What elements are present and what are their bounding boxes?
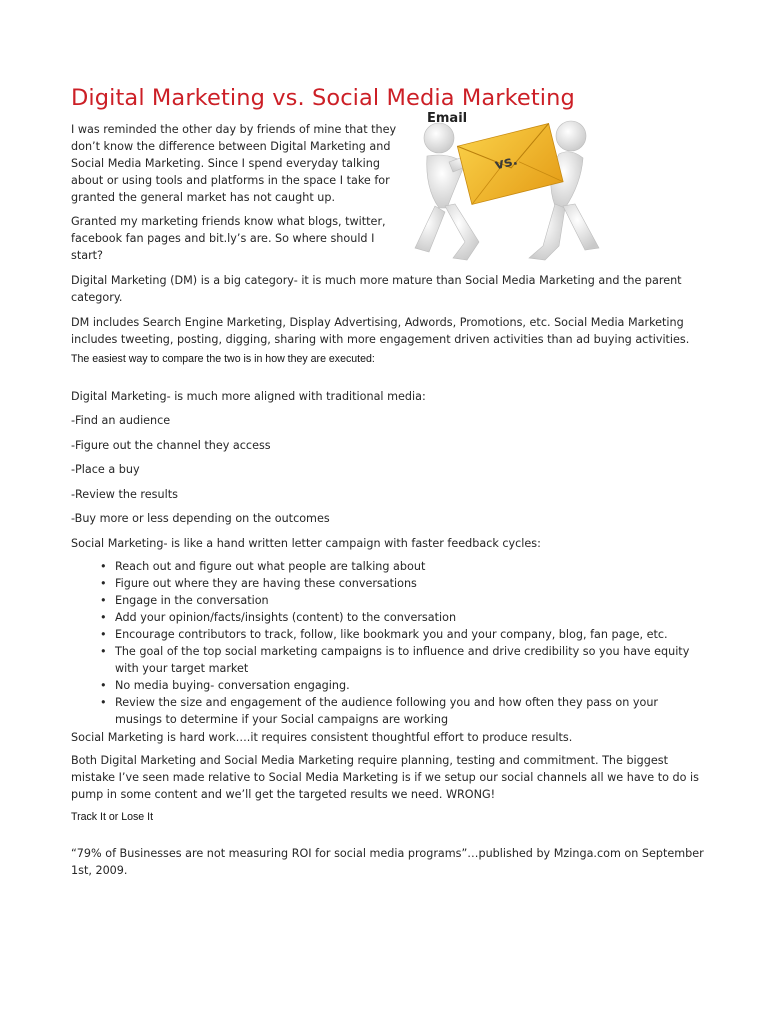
- dm-step-5: -Buy more or less depending on the outcomes: [71, 512, 330, 525]
- paragraph-friends: Granted my marketing friends know what blogs, twitter, facebook fan pages and bit.ly’s are. So where should I start?: [71, 215, 386, 262]
- email-vs-illustration: [405, 108, 625, 268]
- dm-step-3: -Place a buy: [71, 463, 140, 476]
- paragraph-compare: The easiest way to compare the two is in how they are executed:: [71, 353, 375, 365]
- list-item: • The goal of the top social marketing campaigns is to influence and drive credibility so you have equity with your target market: [100, 645, 690, 675]
- paragraph-hard-work: Social Marketing is hard work….it requires consistent thoughtful effort to produce results.: [71, 731, 573, 744]
- figures-carrying-envelope-image: [405, 108, 625, 268]
- list-item: • Figure out where they are having these conversations: [100, 577, 417, 590]
- list-item: • Reach out and figure out what people are talking about: [100, 560, 426, 573]
- dm-step-4: -Review the results: [71, 488, 178, 501]
- paragraph-dm-includes: DM includes Search Engine Marketing, Display Advertising, Adwords, Promotions, etc. Social Media Marketing includes tweeting, posting, digging, sharing with more engagement driven activities than ad buying activities.: [71, 316, 690, 346]
- paragraph-both: Both Digital Marketing and Social Media Marketing require planning, testing and commitment. The biggest mistake I’ve seen made relative to Social Media Marketing is if we setup our social channels all we have to do is pump in some content and we’ll get the targeted results we need. WRONG!: [71, 754, 699, 801]
- dm-step-1: -Find an audience: [71, 414, 171, 427]
- paragraph-intro: I was reminded the other day by friends of mine that they don’t know the difference between Digital Marketing and Social Media Marketing. Since I spend everyday talking about or using tools and platforms in the space I take for granted the general market has not caught up.: [71, 123, 397, 204]
- list-item: • Add your opinion/facts/insights (content) to the conversation: [100, 611, 457, 624]
- paragraph-social-intro: Social Marketing- is like a hand written letter campaign with faster feedback cycles:: [71, 537, 541, 550]
- paragraph-track: Track It or Lose It: [71, 811, 154, 823]
- dm-step-2: -Figure out the channel they access: [71, 439, 271, 452]
- paragraph-dm-category: Digital Marketing (DM) is a big category- it is much more mature than Social Media Marketing and the parent category.: [71, 274, 682, 304]
- document-title: Digital Marketing vs. Social Media Marketing: [71, 85, 575, 111]
- list-item: • Review the size and engagement of the audience following you and how often they pass on your musings to determine if your Social campaigns are working: [100, 696, 659, 726]
- list-item: • Engage in the conversation: [100, 594, 269, 607]
- paragraph-dm-aligned: Digital Marketing- is much more aligned with traditional media:: [71, 390, 426, 403]
- vs-label: vs.: [493, 152, 520, 174]
- social-marketing-list: [71, 558, 701, 728]
- email-label: Email: [427, 111, 468, 126]
- paragraph-quote: “79% of Businesses are not measuring ROI for social media programs”…published by Mzinga.com on September 1st, 2009.: [71, 847, 704, 877]
- list-item: • Encourage contributors to track, follow, like bookmark you and your company, blog, fan page, etc.: [100, 628, 668, 641]
- list-item: • No media buying- conversation engaging.: [100, 679, 350, 692]
